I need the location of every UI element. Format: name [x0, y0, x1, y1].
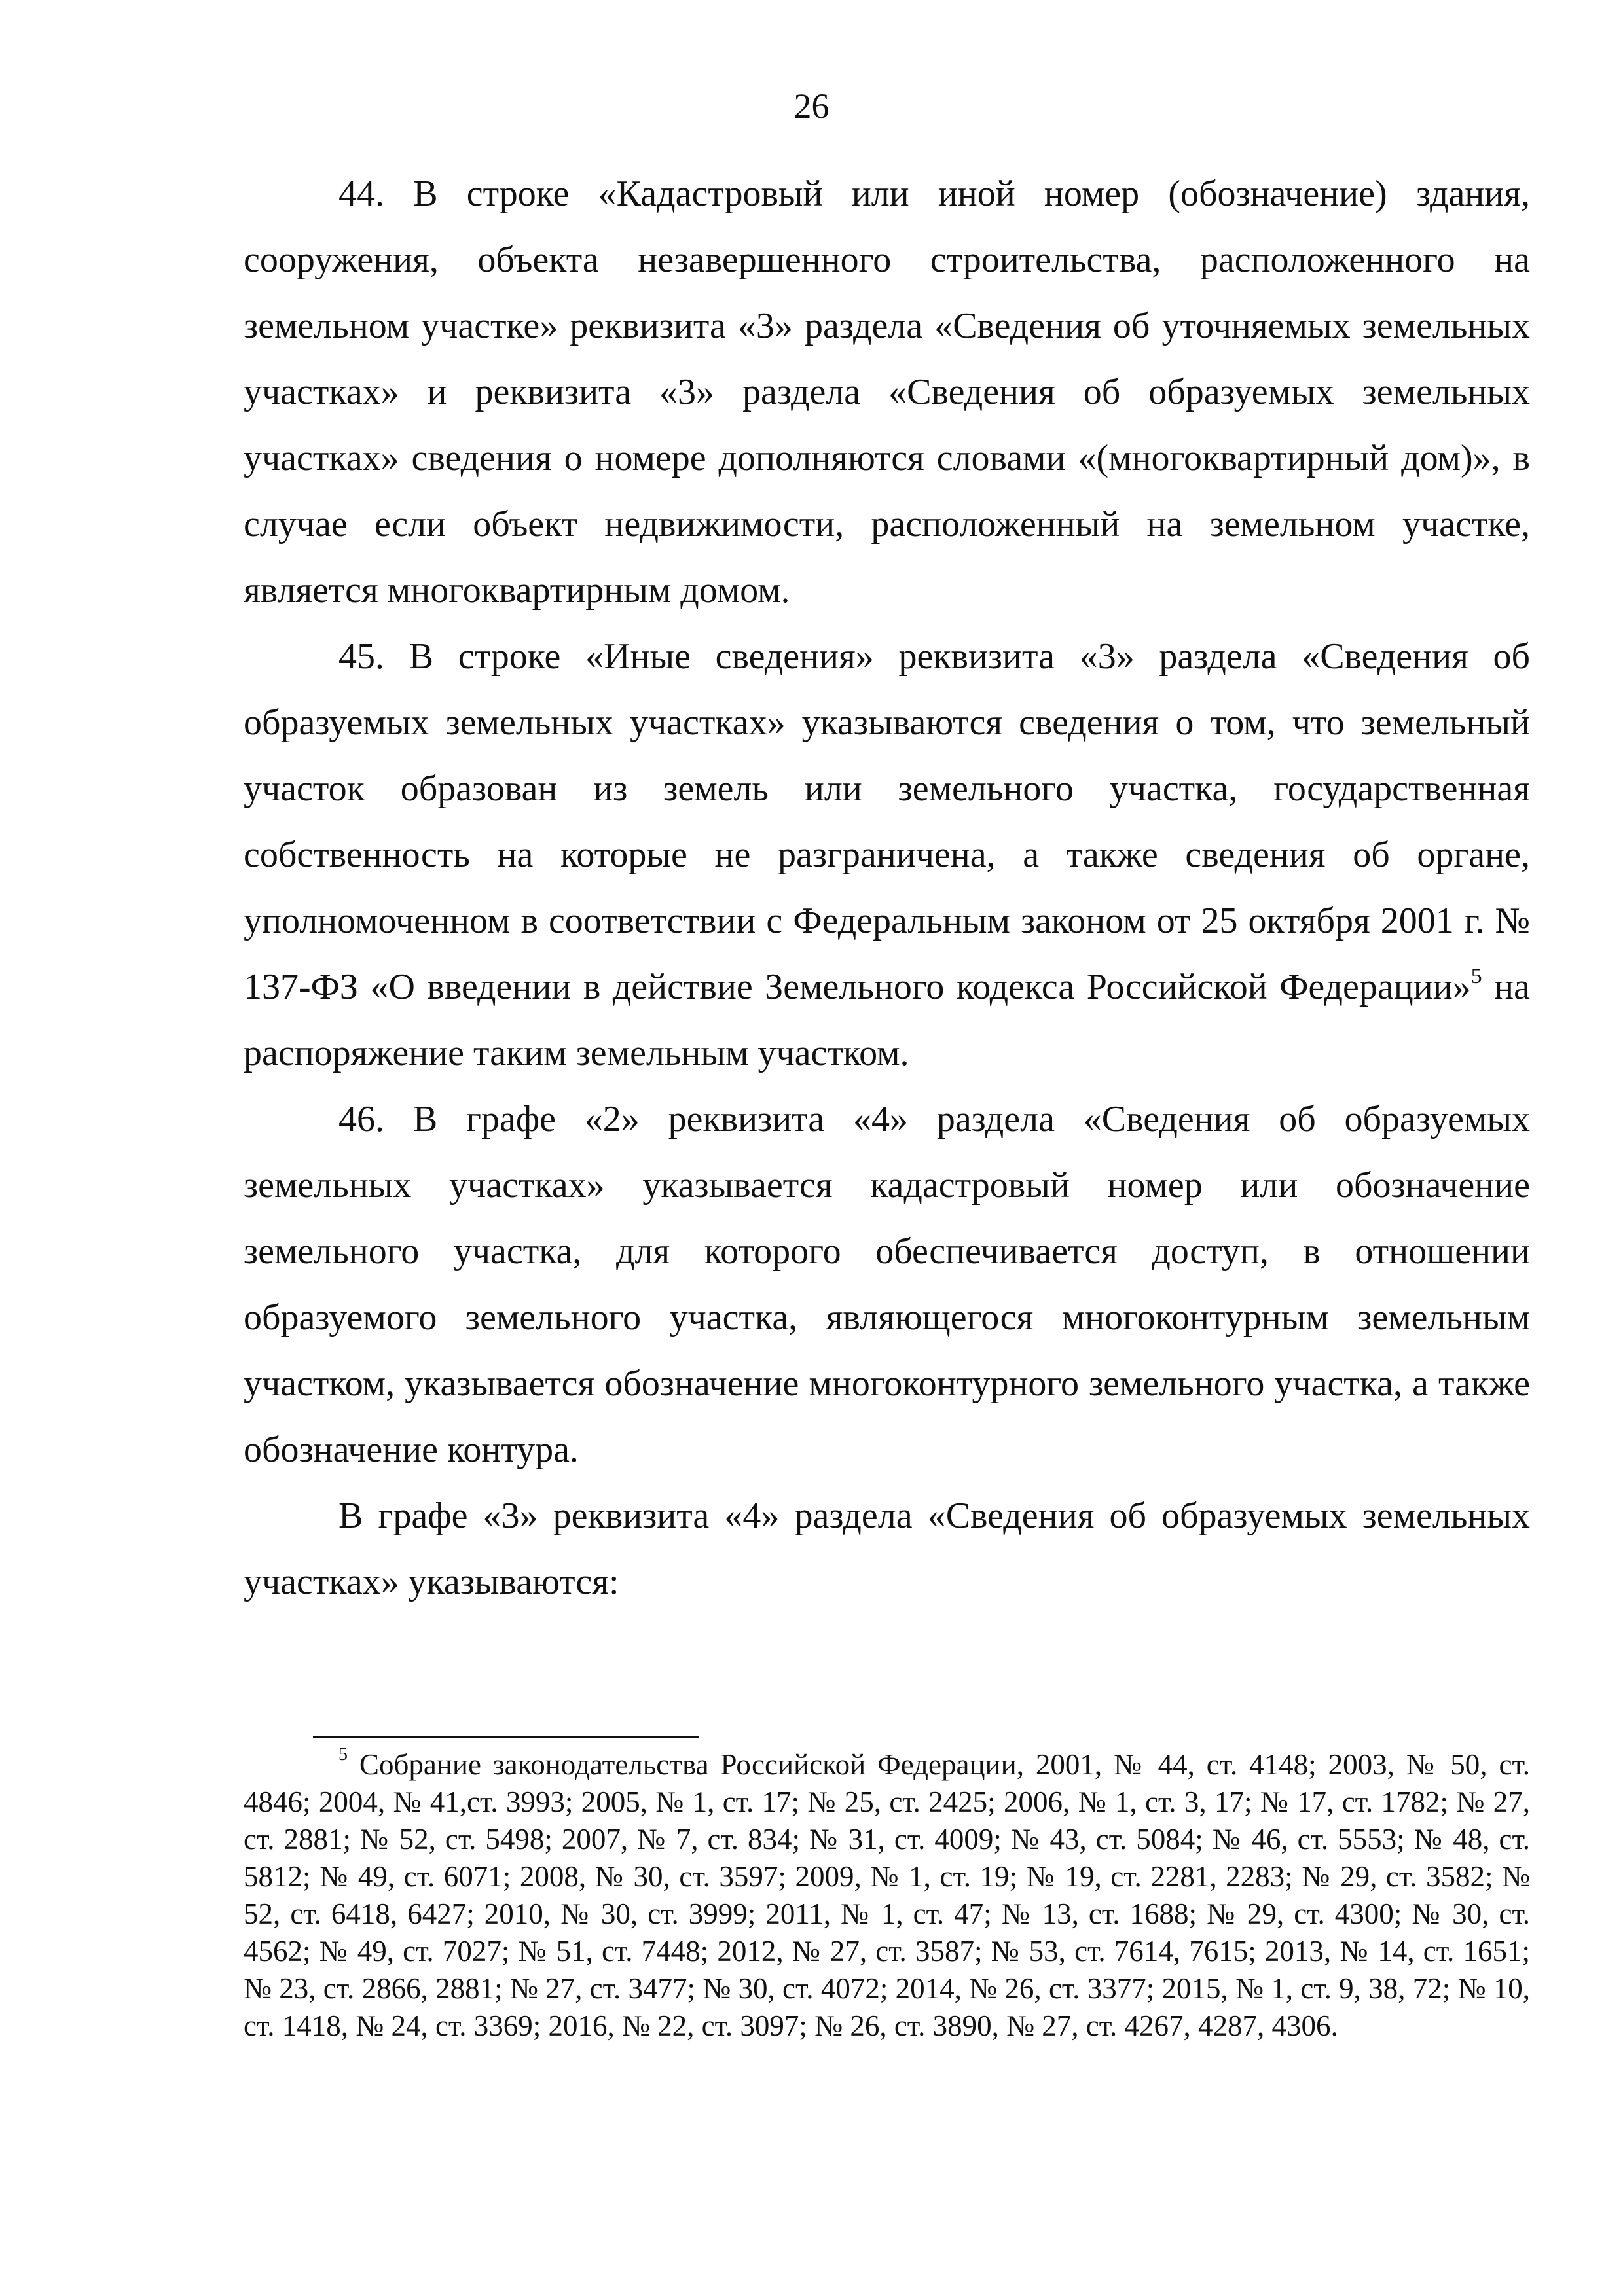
paragraph-47: В графе «3» реквизита «4» раздела «Сведения об образуемых земельных участках» указываются: [244, 1496, 1530, 1602]
footnote-reference-5[interactable]: 5 [1470, 964, 1482, 989]
paragraph-44: 44. В строке «Кадастровый или иной номер (обозначение) здания, сооружения, объекта незавершенного строительства, расположенного на земельном участке» реквизита «3» раздела «Сведения об уточняемых земельных участках» и реквизита «3» раздела «Сведения об образуемых земельных участках» сведения о номере дополняются словами «(многоквартирный дом)», в случае если объект недвижимости, расположенный на земельном участке, является многоквартирным домом. [244, 173, 1530, 611]
footnote-5 [244, 1746, 1530, 2045]
document-body [244, 161, 1530, 1615]
page-number: 26 [793, 86, 830, 126]
paragraph-45-text: 45. В строке «Иные сведения» реквизита «3» раздела «Сведения об образуемых земельных участках» указываются сведения о том, что земельный участок образован из земель или земельного участка, государственная собственность на которые не разграничена, а также сведения об органе, уполномоченном в соответствии с Федеральным законом от 25 октября 2001 г. № 137-ФЗ «О введении в действие Земельного кодекса Российской Федерации» [244, 636, 1530, 1007]
footnote-mark: 5 [338, 1744, 348, 1765]
footnote-text: Собрание законодательства Российской Федерации, 2001, № 44, ст. 4148; 2003, № 50, ст. 4846; 2004, № 41,ст. 3993; 2005, № 1, ст. 17; № 25, ст. 2425; 2006, № 1, ст. 3, 17; № 17, ст. 1782; № 27, ст. 2881; № 52, ст. 5498; 2007, № 7, ст. 834; № 31, ст. 4009; № 43, ст. 5084; № 46, ст. 5553; № 48, ст. 5812; № 49, ст. 6071; 2008, № 30, ст. 3597; 2009, № 1, ст. 19; № 19, ст. 2281, 2283; № 29, ст. 3582; № 52, ст. 6418, 6427; 2010, № 30, ст. 3999; 2011, № 1, ст. 47; № 13, ст. 1688; № 29, ст. 4300; № 30, ст. 4562; № 49, ст. 7027; № 51, ст. 7448; 2012, № 27, ст. 3587; № 53, ст. 7614, 7615; 2013, № 14, ст. 1651; № 23, ст. 2866, 2881; № 27, ст. 3477; № 30, ст. 4072; 2014, № 26, ст. 3377; 2015, № 1, ст. 9, 38, 72; № 10, ст. 1418, № 24, ст. 3369; 2016, № 22, ст. 3097; № 26, ст. 3890, № 27, ст. 4267, 4287, 4306. [244, 1748, 1530, 2042]
paragraph-46: 46. В графе «2» реквизита «4» раздела «Сведения об образуемых земельных участках» указывается кадастровый номер или обозначение земельного участка, для которого обеспечивается доступ, в отношении образуемого земельного участка, являющегося многоконтурным земельным участком, указывается обозначение многоконтурного земельного участка, а также обозначение контура. [244, 1099, 1530, 1470]
paragraph-45 [244, 624, 1530, 1086]
footnote-divider [313, 1736, 699, 1738]
paragraph-45-text-end: на распоряжение таким земельным участком. [244, 967, 1530, 1073]
